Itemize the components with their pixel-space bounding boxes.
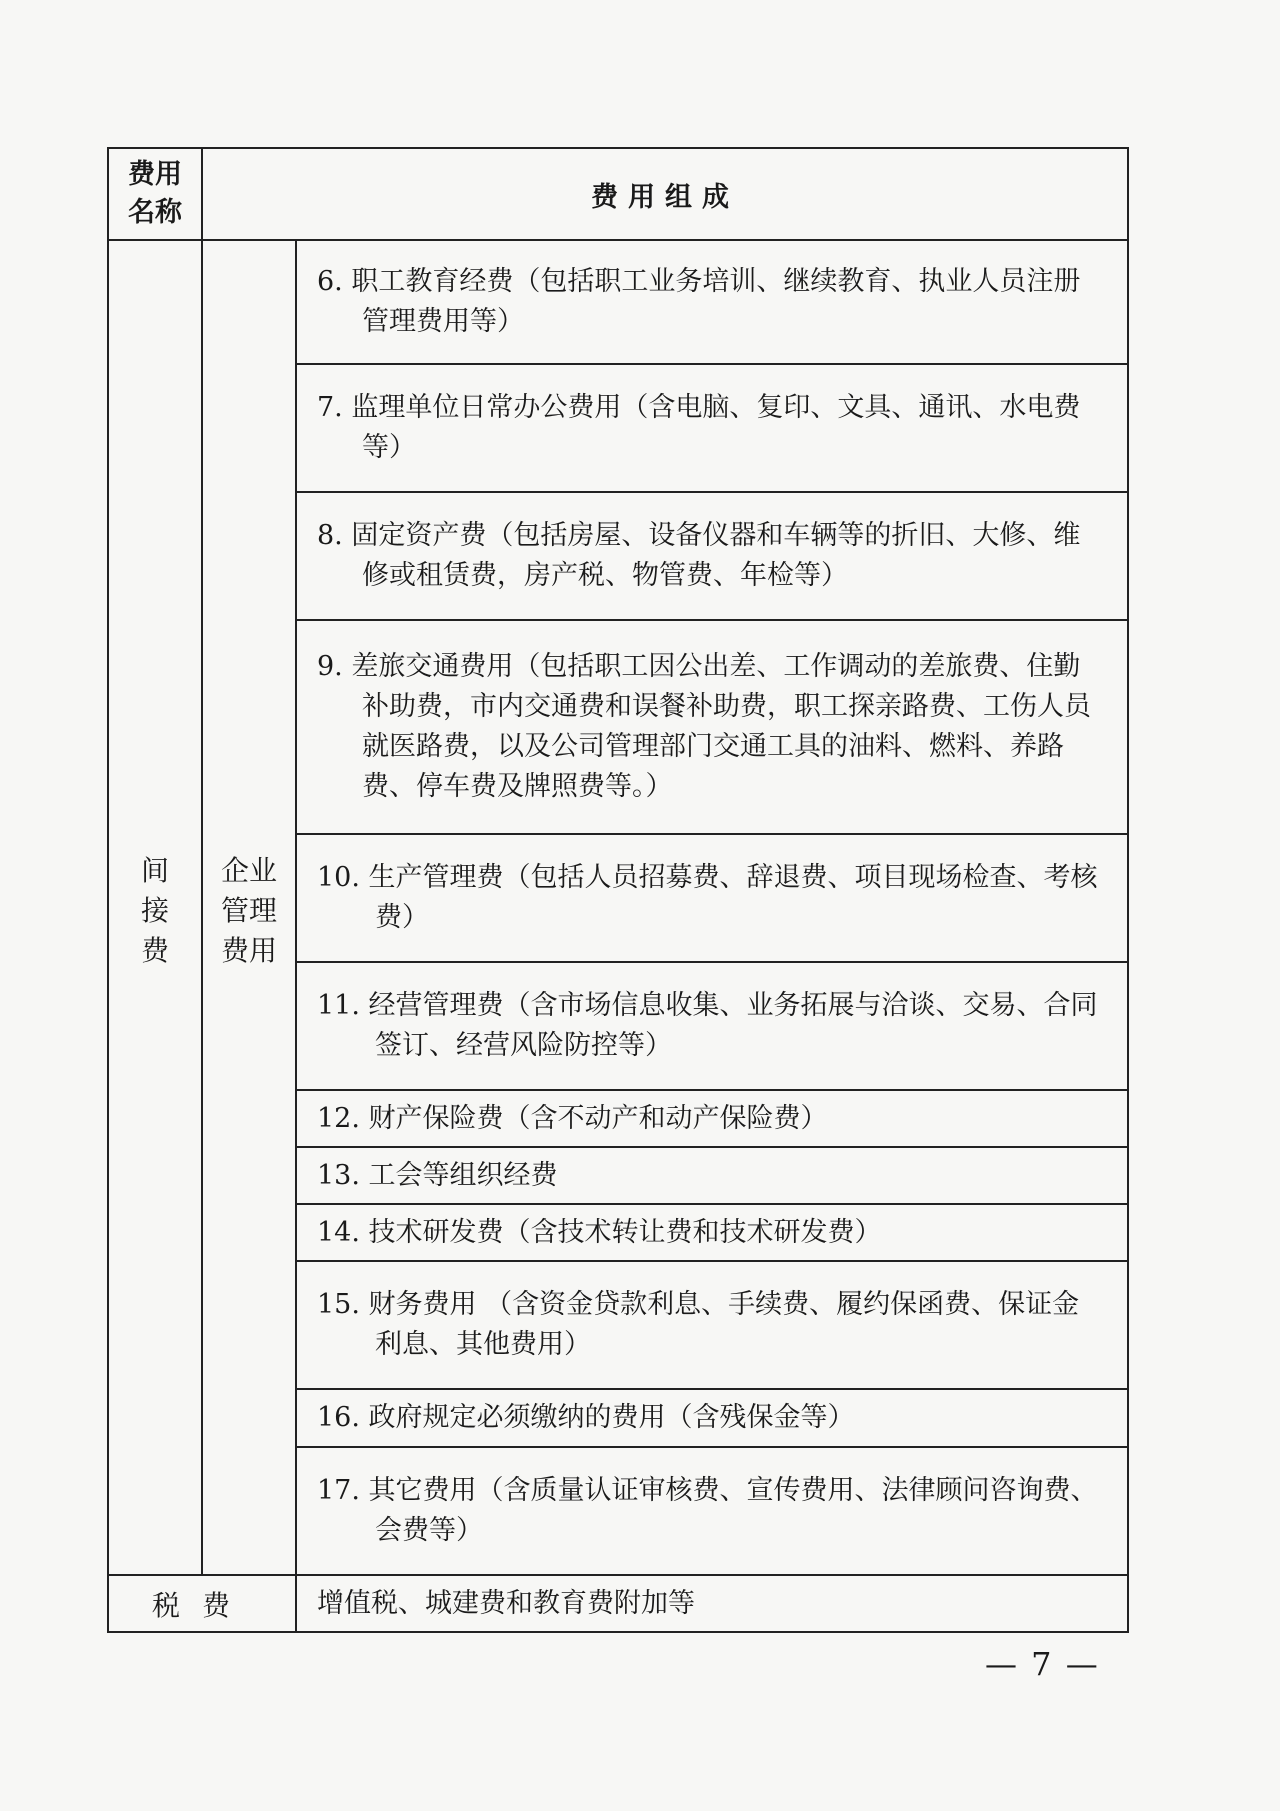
list-item: 14. 技术研发费（含技术转让费和技术研发费） xyxy=(296,1204,1128,1261)
category-indirect-cost: 间 接 费 xyxy=(108,240,202,1575)
list-item: 16. 政府规定必须缴纳的费用（含残保金等） xyxy=(296,1389,1128,1447)
list-item: 13. 工会等组织经费 xyxy=(296,1147,1128,1204)
list-item: 6. 职工教育经费（包括职工业务培训、继续教育、执业人员注册管理费用等） xyxy=(296,240,1128,364)
list-item: 11. 经营管理费（含市场信息收集、业务拓展与洽谈、交易、合同签订、经营风险防控等） xyxy=(296,962,1128,1090)
header-cost-name-line2: 名称 xyxy=(128,197,182,228)
cost-composition-table xyxy=(107,147,1129,1633)
page-number: — 7 — xyxy=(985,1645,1100,1683)
list-item: 17. 其它费用（含质量认证审核费、宣传费用、法律顾问咨询费、会费等） xyxy=(296,1447,1128,1575)
tax-content: 增值税、城建费和教育费附加等 xyxy=(296,1575,1128,1632)
list-item: 15. 财务费用 （含资金贷款利息、手续费、履约保函费、保证金利息、其他费用） xyxy=(296,1261,1128,1389)
header-cost-name xyxy=(108,148,202,240)
header-cost-name-line1: 费用 xyxy=(128,159,182,190)
header-cost-composition: 费用组成 xyxy=(202,148,1128,240)
list-item: 7. 监理单位日常办公费用（含电脑、复印、文具、通讯、水电费等） xyxy=(296,364,1128,492)
tax-label: 税费 xyxy=(108,1575,296,1632)
table-header-row xyxy=(108,148,1128,240)
list-item: 10. 生产管理费（包括人员招募费、辞退费、项目现场检查、考核费） xyxy=(296,834,1128,962)
list-item: 12. 财产保险费（含不动产和动产保险费） xyxy=(296,1090,1128,1147)
list-item: 8. 固定资产费（包括房屋、设备仪器和车辆等的折旧、大修、维修或租赁费，房产税、物管费、年检等） xyxy=(296,492,1128,620)
list-item: 9. 差旅交通费用（包括职工因公出差、工作调动的差旅费、住勤补助费，市内交通费和误餐补助费，职工探亲路费、工伤人员就医路费，以及公司管理部门交通工具的油料、燃料、养路费、停车费及牌照费等。） xyxy=(296,620,1128,834)
subcategory-enterprise-management: 企业 管理 费用 xyxy=(202,240,296,1575)
tax-row xyxy=(108,1575,1128,1632)
table-row xyxy=(108,240,1128,364)
